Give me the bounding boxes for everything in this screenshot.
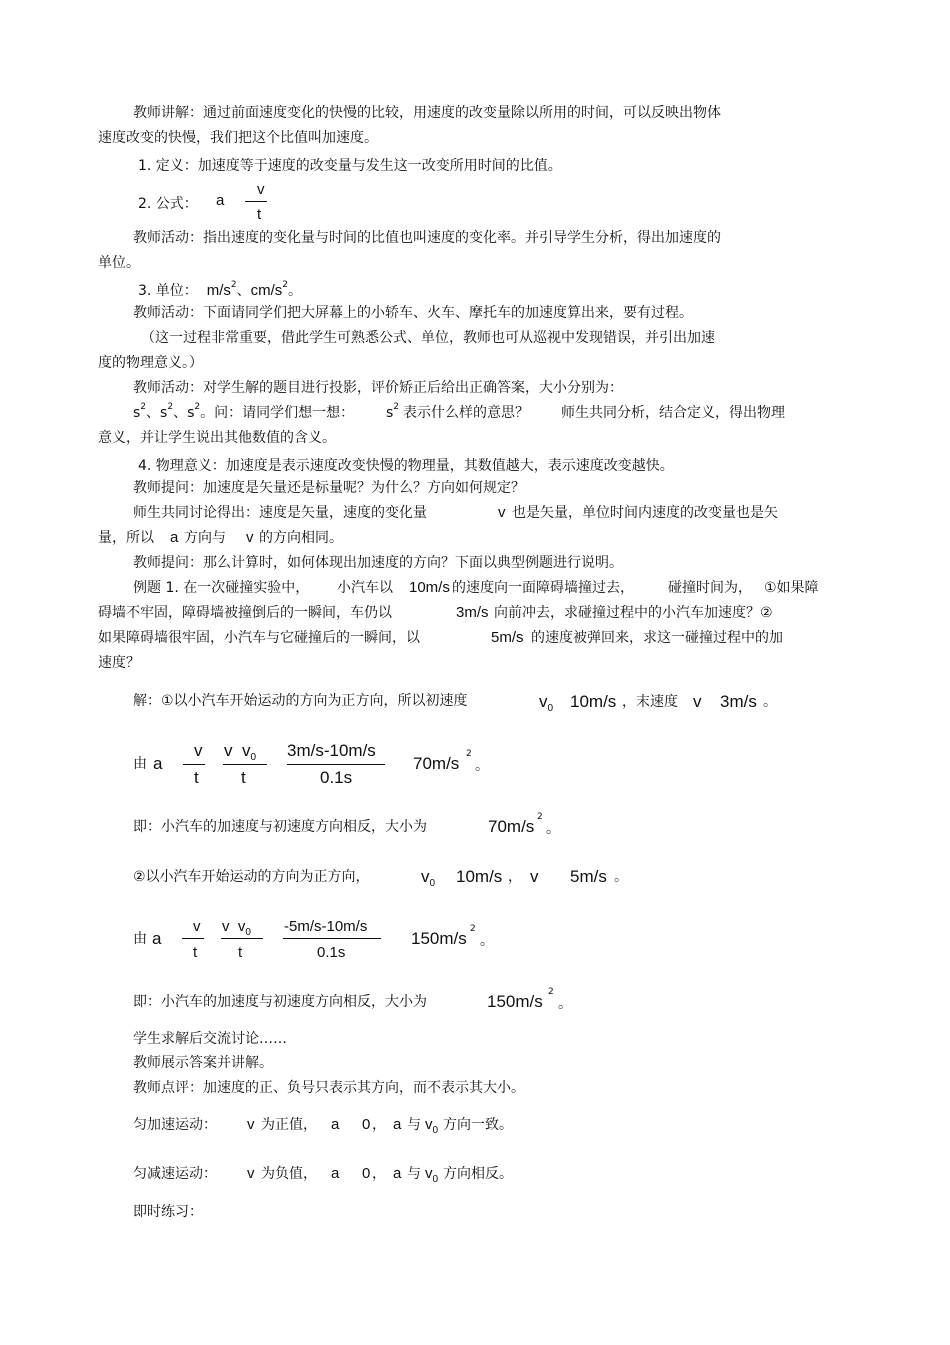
v-symbol: v	[693, 692, 702, 711]
text-line: 教师活动：对学生解的题目进行投影，评价矫正后给出正确答案，大小分别为：	[133, 380, 623, 396]
eq-numerator: v $v_0$	[224, 741, 257, 763]
formula-numerator: v	[257, 181, 265, 198]
value: 3m/s	[456, 604, 489, 621]
text-line: 教师活动：指出速度的变化量与时间的比值也叫速度的变化率。并引导学生分析，得出加速度的	[133, 230, 721, 246]
unit-exp: 2	[230, 280, 237, 290]
eq-you: 由	[133, 931, 147, 947]
eq-denominator: t	[238, 944, 243, 961]
accel-label: 匀加速运动：	[133, 1117, 217, 1133]
text-line: 量，所以	[98, 530, 154, 546]
eq-exp: 2	[466, 749, 472, 759]
text-line: 教师展示答案并讲解。	[133, 1055, 273, 1071]
text-line: 。	[558, 996, 572, 1012]
solution-text: 解：①以小汽车开始运动的方向为正方向，所以初速度	[133, 693, 468, 709]
text-line: ①如果障	[764, 580, 819, 596]
value: 150m/s	[487, 992, 543, 1011]
fraction-bar	[283, 938, 381, 939]
text-line: 速度？	[98, 655, 140, 671]
value: 10m/s	[409, 579, 450, 596]
symbol-a: a	[331, 1165, 340, 1182]
text-line: 为负值，	[261, 1166, 317, 1182]
text-line: 与	[407, 1117, 421, 1133]
text-line: 教师活动：下面请同学们把大屏幕上的小轿车、火车、摩托车的加速度算出来，要有过程。	[133, 305, 693, 321]
zero: 0	[362, 1116, 371, 1133]
symbol-a: a	[393, 1165, 402, 1182]
text-line: 师生共同讨论得出：速度是矢量，速度的变化量	[133, 505, 427, 521]
text-line: ，	[372, 1166, 386, 1182]
value: 3m/s	[720, 692, 757, 711]
value: 5m/s	[570, 867, 607, 886]
unit-line	[138, 281, 302, 301]
symbol-v: v	[247, 1116, 255, 1133]
text-line: 的速度被弹回来，求这一碰撞过程中的加	[531, 630, 783, 646]
eq-you: 由	[133, 756, 147, 772]
text-line: 单位。	[98, 255, 140, 271]
eq-numerator: v $v_0$	[222, 918, 251, 938]
text-line: 师生共同分析，结合定义，得出物理	[561, 405, 785, 421]
exp: 2	[548, 987, 554, 997]
text-line: 。	[763, 694, 777, 710]
eq-denominator: t	[193, 944, 198, 961]
text-line: 。	[614, 869, 628, 885]
symbol-v: v	[498, 504, 506, 521]
symbol-a: a	[170, 529, 179, 546]
text-line: 教师点评：加速度的正、负号只表示其方向，而不表示其大小。	[133, 1080, 525, 1096]
conclusion-text: 即：小汽车的加速度与初速度方向相反，大小为	[133, 994, 427, 1010]
text-line: 。	[546, 821, 560, 837]
fraction-bar	[245, 201, 267, 202]
v0-symbol: $v_0$	[421, 867, 436, 889]
unit-end: 。	[288, 283, 303, 299]
fraction-bar	[223, 764, 267, 765]
text-line: 意义，并让学生说出其他数值的含义。	[98, 430, 336, 446]
text-line: 碍墙不牢固，障碍墙被撞倒后的一瞬间，车仍以	[98, 605, 392, 621]
unit-exp: 2	[282, 280, 289, 290]
text-line: 速度改变的快慢，我们把这个比值叫加速度。	[98, 130, 378, 146]
eq-denominator: 0.1s	[317, 944, 346, 961]
eq-numerator: v	[194, 741, 203, 760]
text-line: 的方向相同。	[259, 530, 343, 546]
fraction-bar	[287, 764, 385, 765]
solution-text: ②以小汽车开始运动的方向为正方向，	[133, 869, 370, 885]
eq-denominator: t	[241, 768, 246, 787]
text-line: 学生求解后交流讨论……	[133, 1031, 287, 1047]
unit-sep: 、	[236, 283, 251, 299]
fraction-bar	[182, 938, 204, 939]
text-line: 教师提问：加速度是矢量还是标量呢？为什么？方向如何规定？	[133, 480, 525, 496]
zero: 0	[362, 1165, 371, 1182]
v0-symbol: $v_0$	[425, 1116, 439, 1136]
practice-label: 即时练习：	[133, 1204, 203, 1220]
eq-numerator: 3m/s-10m/s	[287, 741, 376, 760]
text-line: 向前冲去，求碰撞过程中的小汽车加速度？②	[494, 605, 773, 621]
value: 10m/s	[456, 867, 503, 886]
text-line: 为正值，	[261, 1117, 317, 1133]
s-squared-line: $s^2$、$s^2$、$s^2$。问：请同学们想一想：	[133, 402, 355, 421]
text-line: 小汽车以	[337, 580, 393, 596]
definition: 1. 定义：加速度等于速度的改变量与发生这一改变所用时间的比值。	[138, 158, 562, 174]
fraction-bar	[221, 938, 263, 939]
v0-symbol: $v_0$	[539, 692, 554, 714]
value: 10m/s	[570, 692, 617, 711]
formula-a: a	[216, 192, 225, 209]
text-line: ，末速度	[622, 694, 678, 710]
text-line: 。	[480, 933, 494, 949]
symbol-v: v	[246, 529, 254, 546]
eq-result: 150m/s	[411, 929, 467, 948]
symbol-a: a	[331, 1116, 340, 1133]
eq-result: 70m/s	[413, 754, 460, 773]
eq-numerator: v	[193, 918, 201, 935]
text-line: 度的物理意义。）	[98, 355, 203, 371]
text-line: 碰撞时间为，	[668, 580, 752, 596]
unit-cms: cm/s	[250, 282, 283, 299]
exp: 2	[537, 812, 543, 822]
v-symbol: v	[530, 867, 539, 886]
value: 70m/s	[488, 817, 535, 836]
text-line: ，	[508, 869, 522, 885]
s-squared: $s^2$	[386, 402, 400, 421]
symbol-a: a	[393, 1116, 402, 1133]
formula-label: 2. 公式：	[138, 196, 198, 212]
eq-numerator: -5m/s-10m/s	[284, 918, 368, 935]
text-line: 教师提问：那么计算时，如何体现出加速度的方向？下面以典型例题进行说明。	[133, 555, 623, 571]
text-line: 教师讲解：通过前面速度变化的快慢的比较，用速度的改变量除以所用的时间，可以反映出物体	[133, 105, 721, 121]
text-line: 如果障碍墙很牢固，小汽车与它碰撞后的一瞬间，以	[98, 630, 420, 646]
eq-a: a	[152, 929, 162, 948]
text-line: （这一过程非常重要，借此学生可熟悉公式、单位，教师也可从巡视中发现错误，并引出加速	[141, 330, 715, 346]
decel-label: 匀减速运动：	[133, 1166, 217, 1182]
text-line: 的速度向一面障碍墙撞过去，	[452, 580, 634, 596]
text-line: 方向与	[184, 530, 226, 546]
fraction-bar	[183, 764, 205, 765]
symbol-v: v	[247, 1165, 255, 1182]
text-line: 表示什么样的意思？	[403, 405, 529, 421]
eq-denominator: t	[194, 768, 199, 787]
text-line: 与	[407, 1166, 421, 1182]
physical-meaning: 4. 物理意义：加速度是表示速度改变快慢的物理量，其数值越大，表示速度改变越快。	[138, 458, 674, 474]
unit-ms: m/s	[206, 282, 231, 299]
eq-denominator: 0.1s	[320, 768, 353, 787]
text-line: ，	[372, 1117, 386, 1133]
unit-label: 3. 单位：	[138, 283, 198, 299]
value: 5m/s	[491, 629, 524, 646]
formula-denominator: t	[257, 206, 262, 223]
conclusion-text: 即：小汽车的加速度与初速度方向相反，大小为	[133, 819, 427, 835]
text-line: 。	[475, 758, 489, 774]
example-title: 例题 1. 在一次碰撞实验中，	[133, 580, 310, 596]
v0-symbol: $v_0$	[425, 1165, 439, 1185]
eq-exp: 2	[470, 924, 476, 934]
text-line: 方向一致。	[443, 1117, 513, 1133]
text-line: 方向相反。	[443, 1166, 513, 1182]
eq-a: a	[153, 754, 163, 773]
text-line: 也是矢量，单位时间内速度的改变量也是矢	[512, 505, 778, 521]
